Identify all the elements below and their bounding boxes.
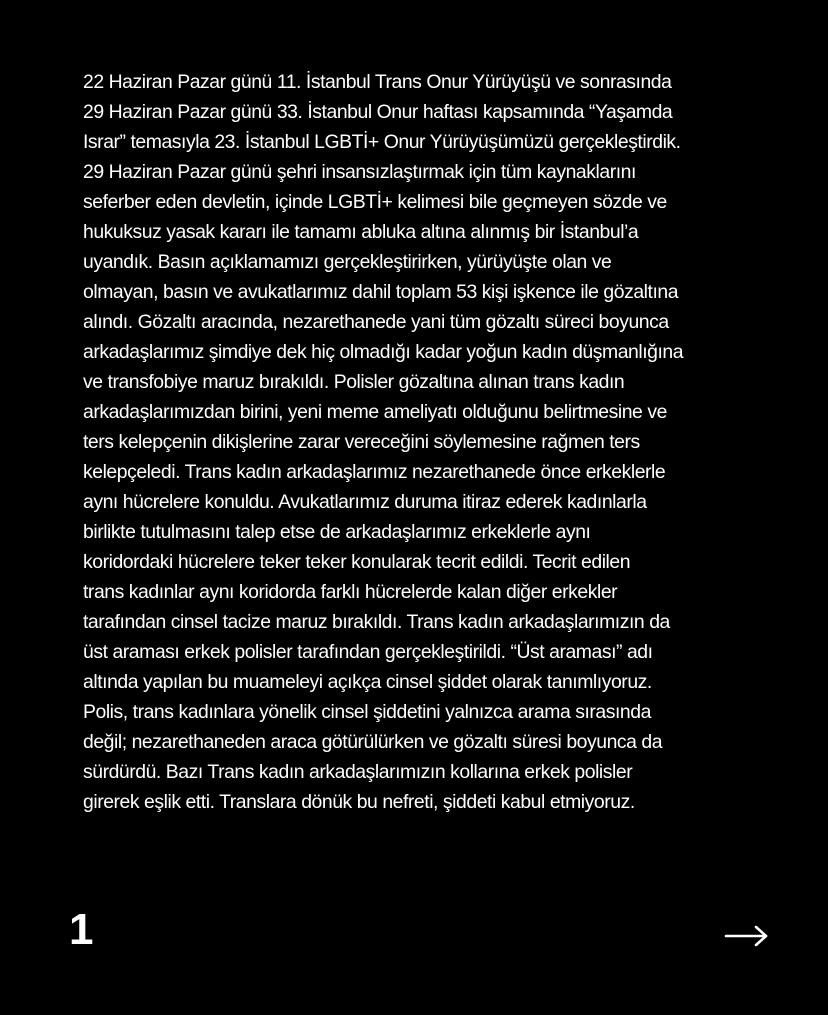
body-line: arkadaşlarımızdan birini, yeni meme ameliyatı olduğunu belirtmesine ve xyxy=(83,401,667,423)
body-line: arkadaşlarımız şimdiye dek hiç olmadığı kadar yoğun kadın düşmanlığına xyxy=(83,341,684,363)
body-line: Polis, trans kadınlara yönelik cinsel şiddetini yalnızca arama sırasında xyxy=(83,701,651,723)
body-line: değil; nezarethaneden araca götürülürken ve gözaltı süresi boyunca da xyxy=(83,731,663,753)
body-line: Israr” temasıyla 23. İstanbul LGBTİ+ Onur Yürüyüşümüzü gerçekleştirdik. xyxy=(83,131,681,153)
body-line: koridordaki hücrelere teker teker konularak tecrit edildi. Tecrit edilen xyxy=(83,551,631,573)
body-line: trans kadınlar aynı koridorda farklı hücrelerde kalan diğer erkekler xyxy=(83,581,618,603)
body-line: aynı hücrelere konuldu. Avukatlarımız duruma itiraz ederek kadınlarla xyxy=(83,491,647,513)
body-line: alındı. Gözaltı aracında, nezarethanede yani tüm gözaltı süreci boyunca xyxy=(83,311,669,333)
body-line: 22 Haziran Pazar günü 11. İstanbul Trans Onur Yürüyüşü ve sonrasında xyxy=(83,71,672,93)
body-line: altında yapılan bu muameleyi açıkça cinsel şiddet olarak tanımlıyoruz. xyxy=(83,671,652,693)
body-text xyxy=(83,67,763,817)
body-line: kelepçeledi. Trans kadın arkadaşlarımız nezarethanede önce erkeklerle xyxy=(83,461,666,483)
body-line: 29 Haziran Pazar günü 33. İstanbul Onur haftası kapsamında “Yaşamda xyxy=(83,101,673,123)
body-line: üst araması erkek polisler tarafından gerçekleştirildi. “Üst araması” adı xyxy=(83,641,653,663)
body-line: seferber eden devletin, içinde LGBTİ+ kelimesi bile geçmeyen sözde ve xyxy=(83,191,667,213)
body-line: hukuksuz yasak kararı ile tamamı abluka altına alınmış bir İstanbul’a xyxy=(83,221,639,243)
body-line: ters kelepçenin dikişlerine zarar vereceğini söylemesine rağmen ters xyxy=(83,431,640,453)
arrow-right-icon[interactable] xyxy=(724,922,770,950)
body-line: birlikte tutulmasını talep etse de arkadaşlarımız erkeklerle aynı xyxy=(83,521,591,543)
body-line: tarafından cinsel tacize maruz bırakıldı. Trans kadın arkadaşlarımızın da xyxy=(83,611,670,633)
body-line: ve transfobiye maruz bırakıldı. Polisler gözaltına alınan trans kadın xyxy=(83,371,625,393)
body-line: sürdürdü. Bazı Trans kadın arkadaşlarımızın kollarına erkek polisler xyxy=(83,761,633,783)
body-line: 29 Haziran Pazar günü şehri insansızlaştırmak için tüm kaynaklarını xyxy=(83,161,636,183)
body-line: olmayan, basın ve avukatlarımız dahil toplam 53 kişi işkence ile gözaltına xyxy=(83,281,679,303)
page-number: 1 xyxy=(69,905,94,954)
body-line: uyandık. Basın açıklamamızı gerçekleştirirken, yürüyüşte olan ve xyxy=(83,251,612,273)
body-line: girerek eşlik etti. Translara dönük bu nefreti, şiddeti kabul etmiyoruz. xyxy=(83,791,635,813)
